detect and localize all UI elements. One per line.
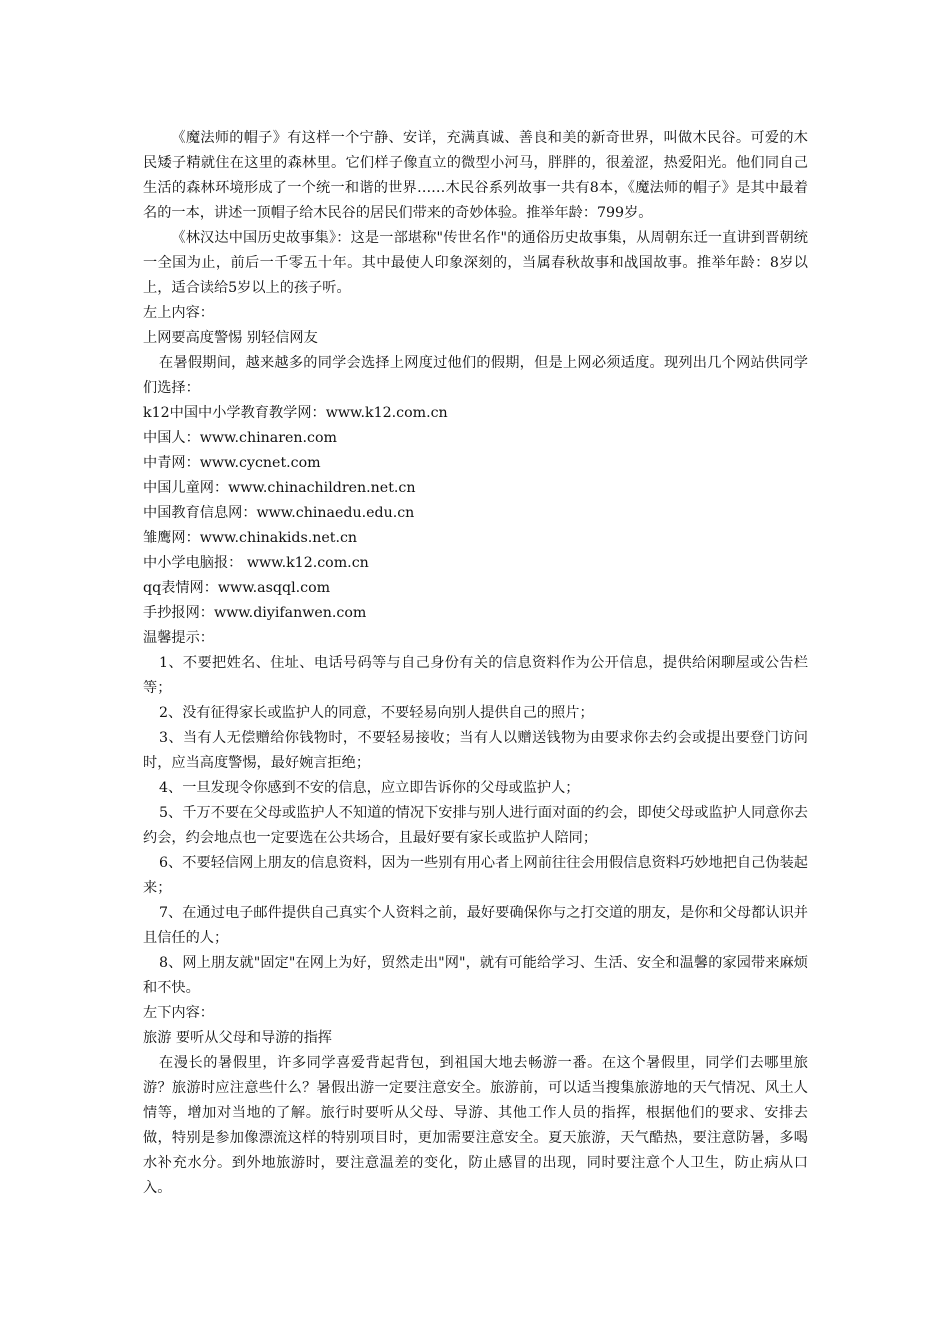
tip-item: 3、当有人无偿赠给你钱物时，不要轻易接收；当有人以赠送钱物为由要求你去约会或提出要登门访问时，应当高度警惕，最好婉言拒绝； <box>143 730 808 771</box>
tip-item: 5、千万不要在父母或监护人不知道的情况下安排与别人进行面对面的约会，即使父母或监护人同意你去约会，约会地点也一定要选在公共场合，且最好要有家长或监护人陪同； <box>143 805 808 846</box>
website-list-item: 雏鹰网：www.chinakids.net.cn <box>143 530 358 546</box>
website-list-item: k12中国中小学教育教学网：www.k12.com.cn <box>143 405 448 421</box>
website-list-item: 中国人：www.chinaren.com <box>143 430 337 446</box>
website-list-item: 手抄报网：www.diyifanwen.com <box>143 605 367 621</box>
tip-item: 8、网上朋友就"固定"在网上为好，贸然走出"网"，就有可能给学习、生活、安全和温馨的家园带来麻烦和不快。 <box>143 955 808 996</box>
document-page <box>143 126 808 1201</box>
tips-label: 温馨提示： <box>143 630 214 646</box>
website-list-item: 中青网：www.cycnet.com <box>143 455 321 471</box>
tip-item: 6、不要轻信网上朋友的信息资料，因为一些别有用心者上网前往往会用假信息资料巧妙地把自己伪装起来； <box>143 855 808 896</box>
tip-item: 7、在通过电子邮件提供自己真实个人资料之前，最好要确保你与之打交道的朋友，是你和父母都认识并且信任的人； <box>143 905 808 946</box>
internet-intro-paragraph: 在暑假期间，越来越多的同学会选择上网度过他们的假期，但是上网必须适度。现列出几个网站供同学们选择： <box>143 355 808 396</box>
book-intro-history-stories: 《林汉达中国历史故事集》：这是一部堪称"传世名作"的通俗历史故事集，从周朝东迁一直讲到晋朝统一全国为止，前后一千零五十年。其中最使人印象深刻的，当属春秋故事和战国故事。推举年龄：8岁以上，适合读给5岁以上的孩子听。 <box>143 230 808 296</box>
website-list-item: qq表情网：www.asqql.com <box>143 580 331 596</box>
tip-item: 1、不要把姓名、住址、电话号码等与自己身份有关的信息资料作为公开信息，提供给闲聊屋或公告栏等； <box>143 655 808 696</box>
website-list-item: 中小学电脑报： www.k12.com.cn <box>143 555 369 571</box>
section-heading-travel-safety: 旅游 要听从父母和导游的指挥 <box>143 1030 332 1046</box>
book-intro-magician-hat: 《魔法师的帽子》有这样一个宁静、安详，充满真诚、善良和美的新奇世界，叫做木民谷。可爱的木民矮子精就住在这里的森林里。它们样子像直立的微型小河马，胖胖的，很羞涩，热爱阳光。他们同自己生活的森林环境形成了一个统一和谐的世界……木民谷系列故事一共有8本，《魔法师的帽子》是其中最着名的一本，讲述一顶帽子给木民谷的居民们带来的奇妙体验。推举年龄：799岁。 <box>143 130 808 221</box>
section-label-upper-left: 左上内容： <box>143 305 214 321</box>
section-heading-internet-safety: 上网要高度警惕 别轻信网友 <box>143 330 318 346</box>
travel-body-paragraph: 在漫长的暑假里，许多同学喜爱背起背包，到祖国大地去畅游一番。在这个暑假里，同学们去哪里旅游？旅游时应注意些什么？暑假出游一定要注意安全。旅游前，可以适当搜集旅游地的天气情况、风土人情等，增加对当地的了解。旅行时要听从父母、导游、其他工作人员的指挥，根据他们的要求、安排去做，特别是参加像漂流这样的特别项目时，更加需要注意安全。夏天旅游，天气酷热，要注意防暑，多喝水补充水分。到外地旅游时，要注意温差的变化，防止感冒的出现，同时要注意个人卫生，防止病从口入。 <box>143 1055 808 1196</box>
section-label-lower-left: 左下内容： <box>143 1005 214 1021</box>
tip-item: 4、一旦发现令你感到不安的信息，应立即告诉你的父母或监护人； <box>159 780 580 796</box>
website-list-item: 中国教育信息网：www.chinaedu.edu.cn <box>143 505 415 521</box>
website-list-item: 中国儿童网：www.chinachildren.net.cn <box>143 480 416 496</box>
tip-item: 2、没有征得家长或监护人的同意，不要轻易向别人提供自己的照片； <box>159 705 594 721</box>
